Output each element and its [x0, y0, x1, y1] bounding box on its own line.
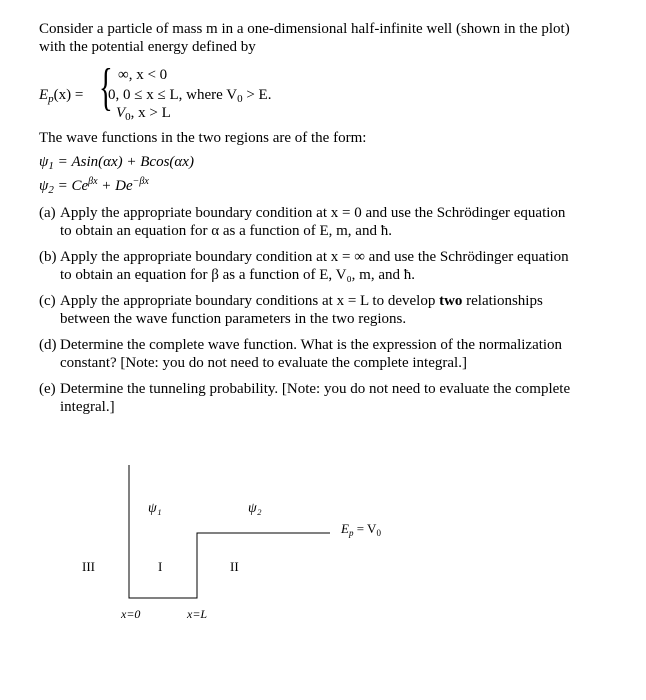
region-i-label: I: [158, 559, 163, 574]
intro-line-2: with the potential energy defined by: [39, 39, 256, 55]
x0-label: x=0: [121, 607, 141, 621]
psi1-label: ψ₁: [148, 501, 162, 516]
case-infinity: ∞, x < 0: [118, 67, 168, 83]
psi2-equation: $\psi_2 = Ce^{\beta x} + De^{-\beta x}$: [39, 176, 149, 196]
psi1-equation: $\psi_1 = Asin(\alpha x) + Bcos(\alpha x)$: [39, 154, 194, 172]
case-zero: 0, 0 ≤ x ≤ L, where $V_0 > E$.: [108, 87, 272, 105]
region-ii-label: II: [230, 559, 239, 574]
potential-lhs: E: [39, 87, 49, 103]
left-brace: {: [99, 59, 113, 116]
wave-intro: The wave functions in the two regions are of the form:: [39, 130, 367, 146]
region-iii-label: III: [82, 559, 95, 574]
intro-line-1: Consider a particle of mass m in a one-dimensional half-infinite well (shown in the plot): [39, 21, 570, 37]
psi2-label: ψ₂: [248, 501, 262, 516]
well-outline: [129, 465, 330, 598]
case-v0: $V_0$, x > L: [116, 105, 171, 123]
xl-label: x=L: [187, 607, 208, 621]
ep-label: $E_p = V_0$: [341, 521, 381, 538]
